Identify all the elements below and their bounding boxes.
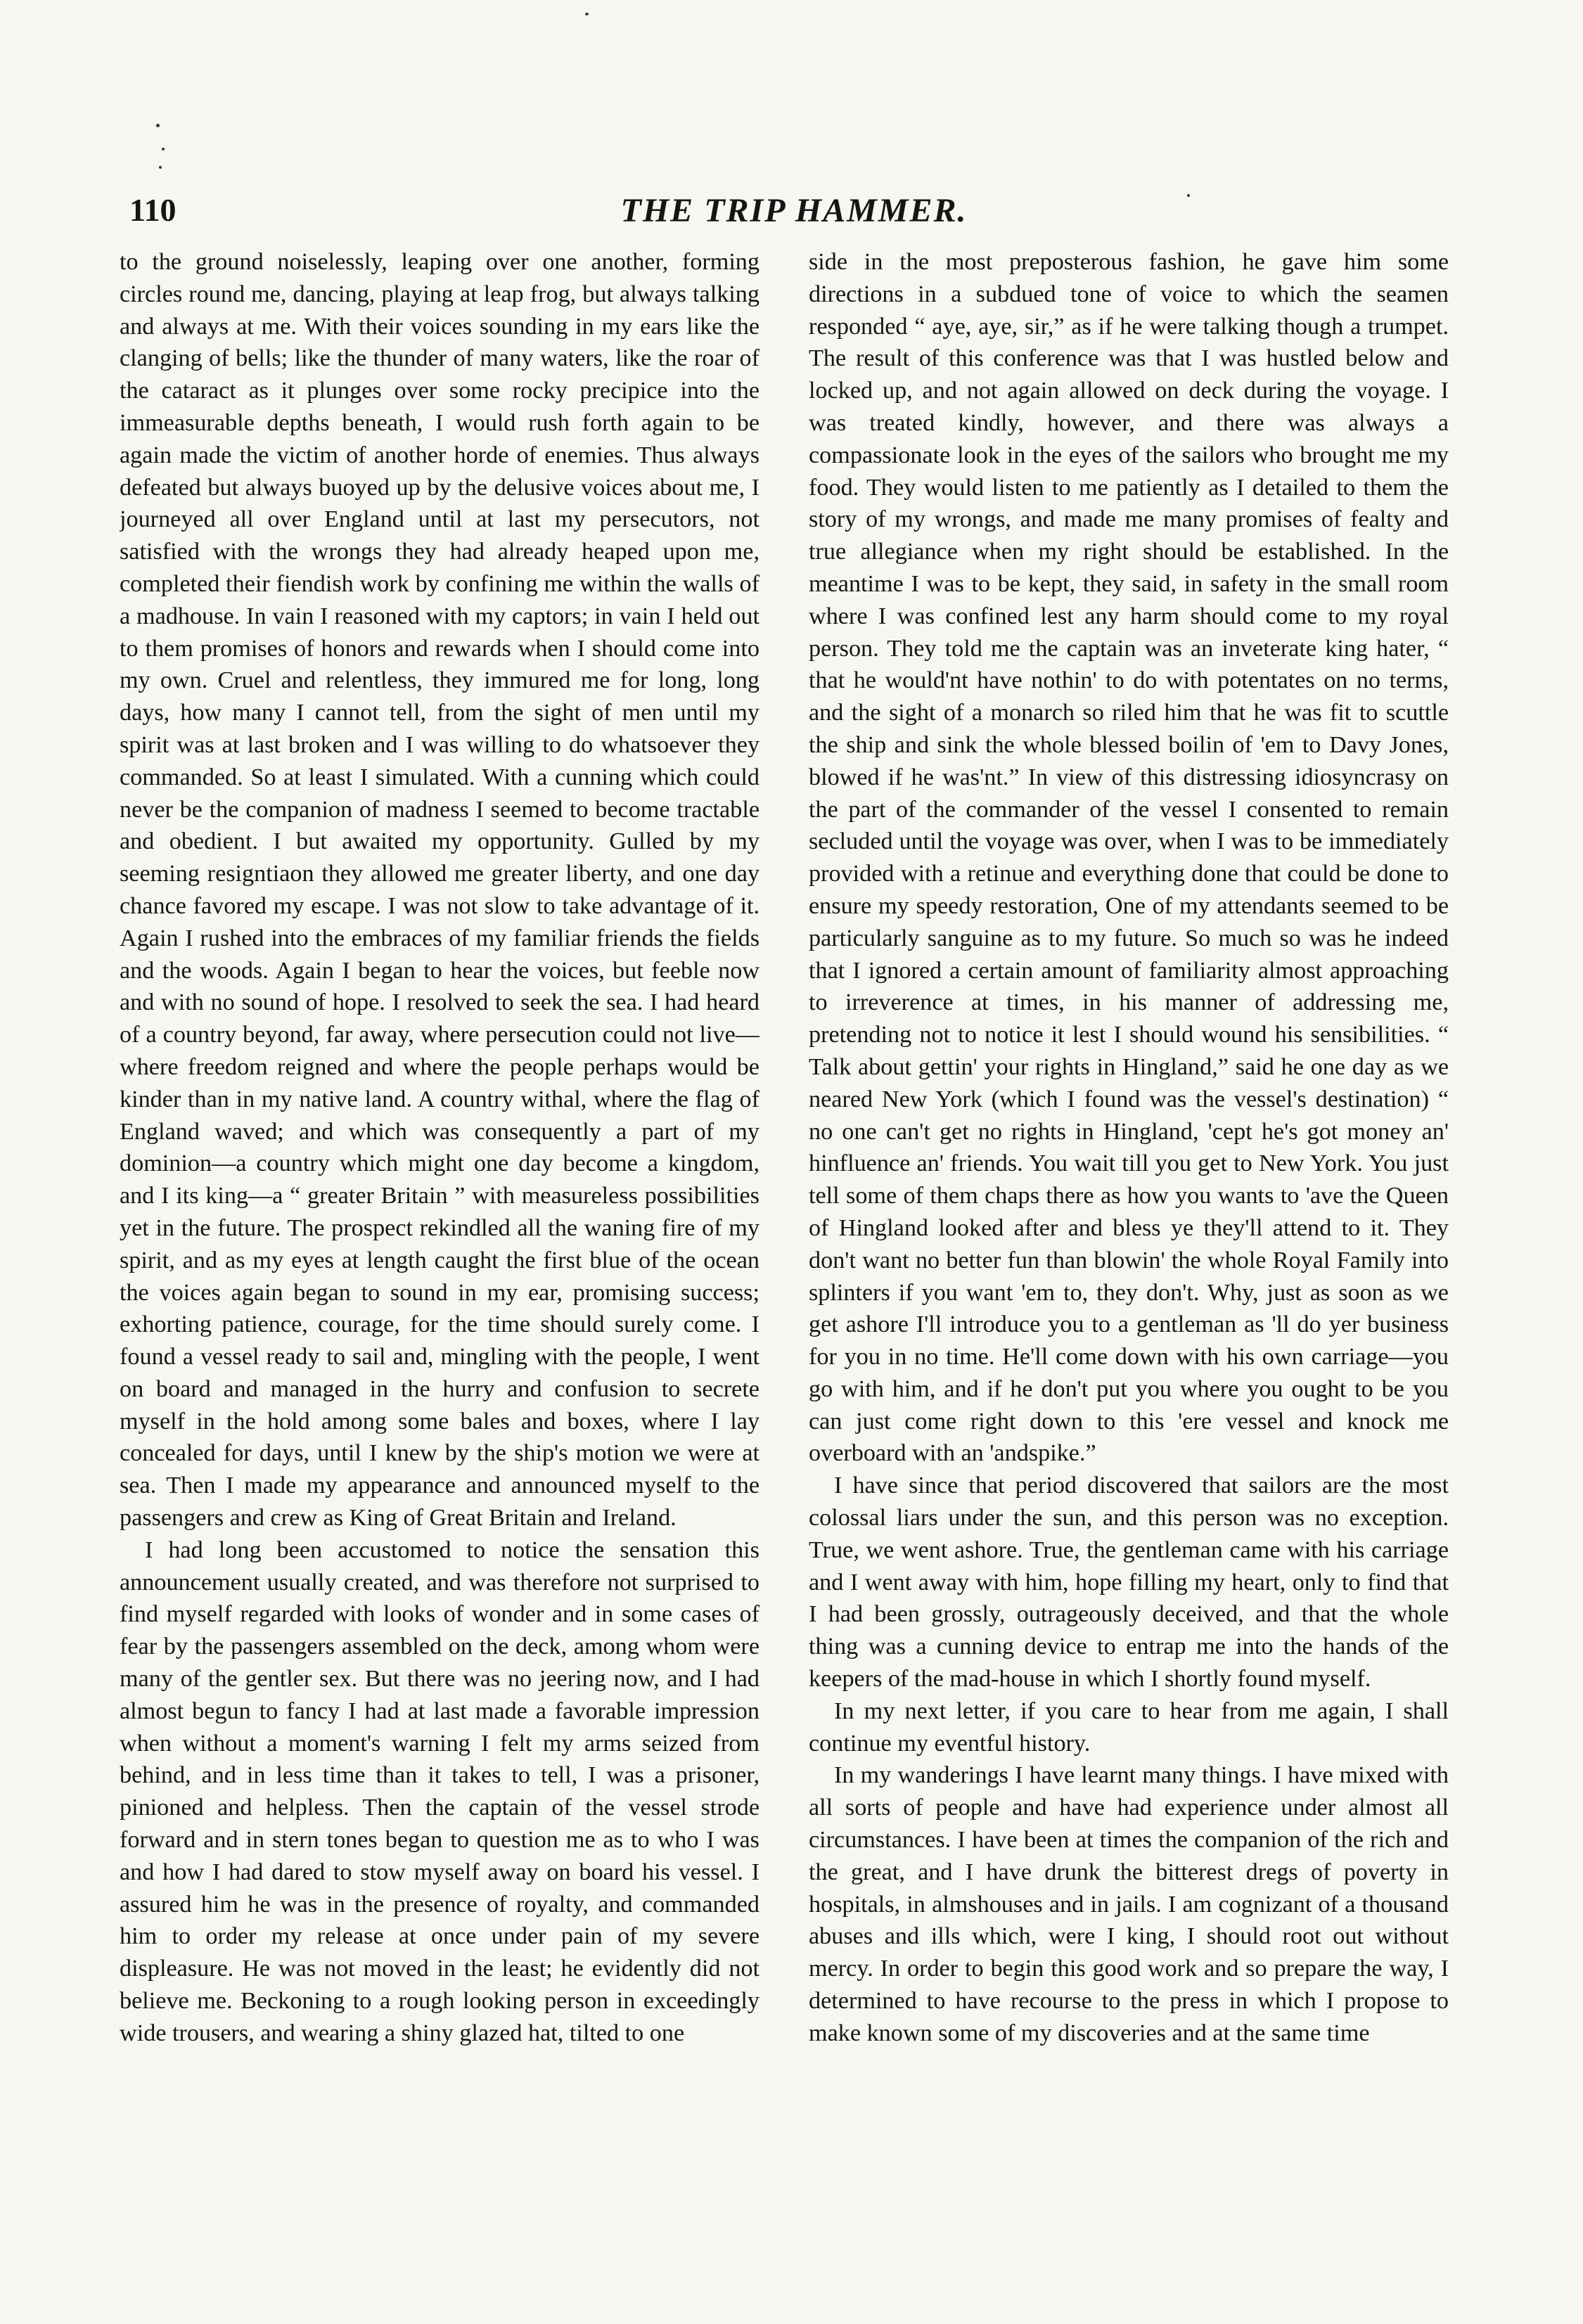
right-paragraph-4: In my wanderings I have learnt many things. I have mixed with all sorts of people and have had experience under almost all circumstances. I have been at times the companion of the rich and the great, and I have drunk the bitterest dregs of poverty in hospitals, in almshouses and in jails. I am cognizant of a thousand abuses and ills which, were I king, I should root out without mercy. In order to begin this good work and so prepare the way, I determined to have recourse to the press in which I propose to make known some of my discoveries and at the same time [809, 1762, 1449, 2046]
left-paragraph-1: to the ground noiselessly, leaping over one another, forming circles round me, dancing, playing at leap frog, but always talking and always at me. With their voices sounding in my ears like the clanging of bells; like the thunder of many waters, like the roar of the cataract as it plunges over some rocky precipice into the immeasurable depths beneath, I would rush forth again to be again made the victim of another horde of enemies. Thus always defeated but always buoyed up by the delusive voices about me, I journeyed all over England until at last my persecutors, not satisfied with the wrongs they had already heaped upon me, completed their fiendish work by confining me within the walls of a madhouse. In vain I reasoned with my captors; in vain I held out to them promises of honors and rewards when I should come into my own. Cruel and relentless, they immured me for long, long days, how many I cannot tell, from the sight of men until my spirit was at last broken and I was willing to do whatsoever they commanded. So at least I simulated. With a cunning which could never be the companion of madness I seemed to become tractable and obedient. I but awaited my opportunity. Gulled by my seeming resigntiaon they allowed me greater liberty, and one day chance favored my escape. I was not slow to take advantage of it. Again I rushed into the embraces of my familiar friends the fields and the woods. Again I began to hear the voices, but feeble now and with no sound of hope. I resolved to seek the sea. I had heard of a country beyond, far away, where persecution could not live—where freedom reigned and where the people perhaps would be kinder than in my native land. A country withal, where the flag of England waved; and which was consequently a part of my dominion—a country which might one day become a kingdom, and I its king—a “ greater Britain ” with measureless possibilities yet in the future. The prospect rekindled all the waning fire of my spirit, and as my eyes at length caught the first blue of the ocean the voices again began to sound in my ear, promising success; exhorting patience, courage, for the time should surely come. I found a vessel ready to sail and, mingling with the people, I went on board and managed in the hurry and confusion to secrete myself in the hold among some bales and boxes, where I lay concealed for days, until I knew by the ship's motion we were at sea. Then I made my appearance and announced myself to the passengers and crew as King of Great Britain and Ireland. [120, 249, 760, 1532]
right-paragraph-2: I have since that period discovered that sailors are the most colossal liars under the sun, and this person was no exception. True, we went ashore. True, the gentleman came with his carriage and I went away with him, hope filling my heart, only to find that I had been grossly, outrageously deceived, and that the whole thing was a cunning device to entrap me into the hands of the keepers of the mad-house in which I shortly found myself. [809, 1472, 1449, 1693]
left-column [120, 246, 760, 2271]
right-column [809, 246, 1449, 2271]
page-number: 110 [129, 192, 177, 228]
page-header [129, 191, 1459, 240]
right-paragraph-1: side in the most preposterous fashion, he gave him some directions in a subdued tone of voice to which the seamen responded “ aye, aye, sir,” as if he were talking though a trumpet. The result of this conference was that I was hustled below and locked up, and not again allowed on deck during the voyage. I was treated kindly, however, and there was always a compassionate look in the eyes of the sailors who brought me my food. They would listen to me patiently as I detailed to them the story of my wrongs, and made me many promises of fealty and true allegiance when my right should be established. In the meantime I was to be kept, they said, in safety in the small room where I was confined lest any harm should come to my royal person. They told me the captain was an inveterate king hater, “ that he would'nt have nothin' to do with potentates on no terms, and the sight of a monarch so riled him that he was fit to scuttle the ship and sink the whole blessed boilin of 'em to Davy Jones, blowed if he was'nt.” In view of this distressing idiosyncrasy on the part of the commander of the vessel I consented to remain secluded until the voyage was over, when I was to be immediately provided with a retinue and everything done that could be done to ensure my speedy restoration, One of my attendants seemed to be particularly sanguine as to my future. So much so was he indeed that I ignored a certain amount of familiarity almost approaching to irreverence at times, in his manner of addressing me, pretending not to notice it lest I should wound his sensibilities. “ Talk about gettin' your rights in Hingland,” said he one day as we neared New York (which I found was the vessel's destination) “ no one can't get no rights in Hingland, 'cept he's got money an' hinfluence an' friends. You wait till you get to New York. You just tell some of them chaps there as how you wants to 'ave the Queen of Hingland looked after and bless ye they'll attend to it. They don't want no better fun than blowin' the whole Royal Family into splinters if you want 'em to, they don't. Why, just as soon as we get ashore I'll introduce you to a gentleman as 'll do yer business for you in no time. He'll come down with his own carriage—you go with him, and if he don't put you where you ought to be you can just come right down to this 'ere vessel and knock me overboard with an 'andspike.” [809, 249, 1449, 1467]
left-paragraph-2: I had long been accustomed to notice the sensation this announcement usually created, and was therefore not surprised to find myself regarded with looks of wonder and in some cases of fear by the passengers assembled on the deck, among whom were many of the gentler sex. But there was no jeering now, and I had almost begun to fancy I had at last made a favorable impression when without a moment's warning I felt my arms seized from behind, and in less time than it takes to tell, I was a prisoner, pinioned and helpless. Then the captain of the vessel strode forward and in stern tones began to question me as to who I was and how I had dared to stow myself away on board his vessel. I assured him he was in the presence of royalty, and commanded him to order my release at once under pain of my severe displeasure. He was not moved in the least; he evidently did not believe me. Beckoning to a rough looking person in exceedingly wide trousers, and wearing a shiny glazed hat, tilted to one [120, 1536, 760, 2046]
running-title: THE TRIP HAMMER. [620, 192, 968, 229]
right-paragraph-3: In my next letter, if you care to hear from me again, I shall continue my eventful history. [809, 1697, 1449, 1757]
